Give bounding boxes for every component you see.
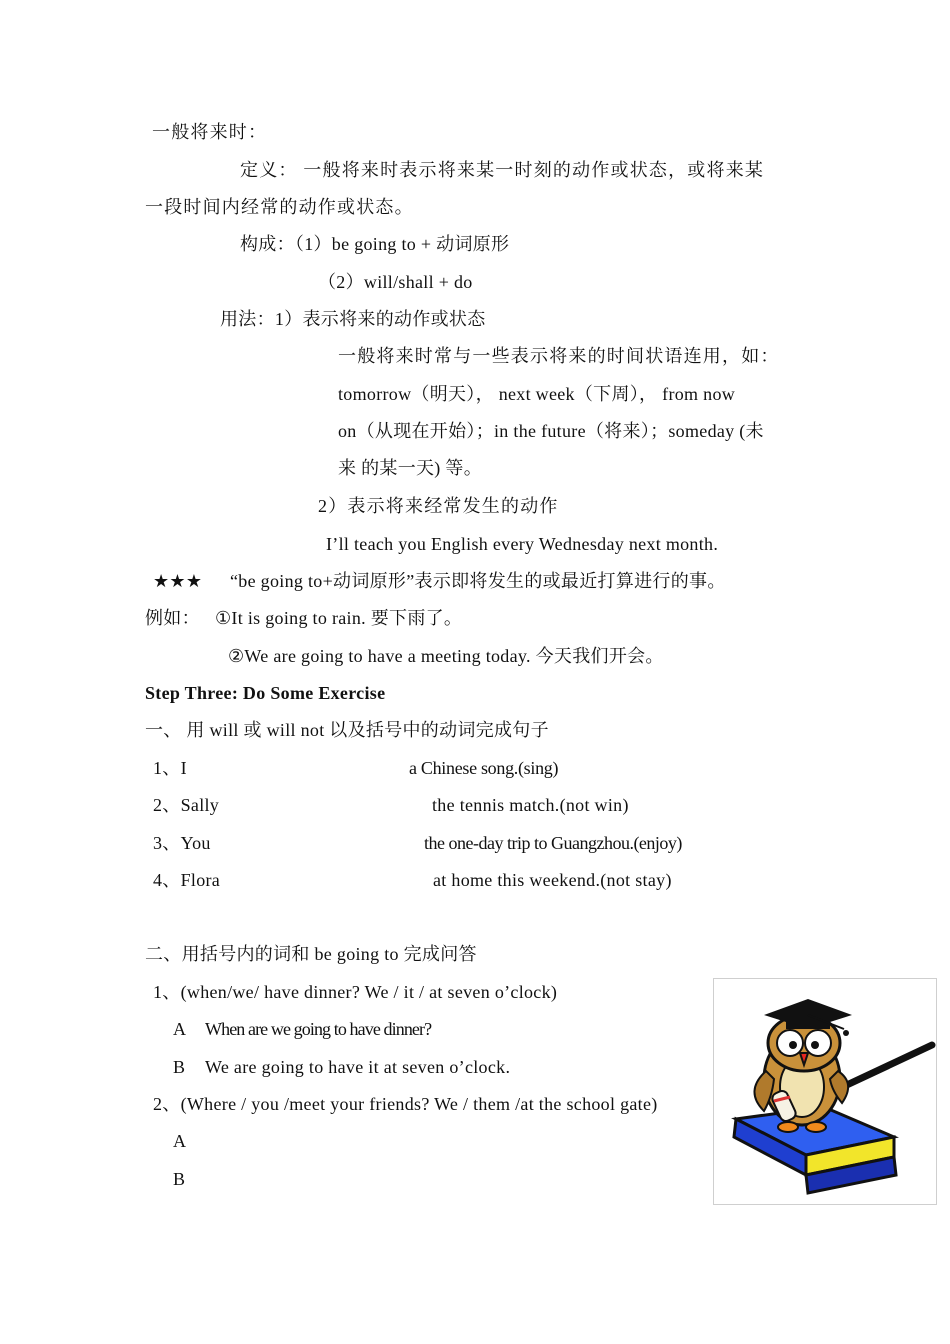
owl-graduate-icon xyxy=(714,979,936,1204)
usage-desc-2: tomorrow（明天）， next week（下周）， from now xyxy=(338,384,736,404)
answer-b-label: B xyxy=(173,1057,186,1077)
definition-line-2: 一段时间内经常的动作或状态。 xyxy=(145,197,414,217)
usage-heading: 用法：1）表示将来的动作或状态 xyxy=(220,309,486,329)
example-label: 例如： xyxy=(145,608,200,628)
usage-item-2: 2）表示将来经常发生的动作 xyxy=(318,496,559,516)
exercise1-item-4-rest: at home this weekend.(not stay) xyxy=(433,870,672,890)
usage-desc-4: 来 的某一天) 等。 xyxy=(338,458,482,478)
usage-desc-3: on（从现在开始）；in the future（将来）；someday (未 xyxy=(338,421,764,441)
exercise2-question-2: 2、(Where / you /meet your friends? We / them /at the school gate) xyxy=(153,1094,658,1114)
answer-a-label: A xyxy=(173,1131,187,1151)
exercise1-item-4-num: 4、Flora xyxy=(153,870,221,890)
answer-a-label: A xyxy=(173,1019,187,1039)
exercise1-heading: 一、 用 will 或 will not 以及括号中的动词完成句子 xyxy=(145,720,549,740)
exercise2-heading: 二、用括号内的词和 be going to 完成问答 xyxy=(145,944,477,964)
exercise1-item-2-num: 2、Sally xyxy=(153,795,220,815)
exercise1-item-3-num: 3、You xyxy=(153,833,211,853)
definition-line-1: 定义： 一般将来时表示将来某一时刻的动作或状态，或将来某 xyxy=(240,160,765,180)
answer-a-text: When are we going to have dinner? xyxy=(205,1019,432,1039)
example-1: ①It is going to rain. 要下雨了。 xyxy=(215,608,463,628)
step-heading: Step Three: Do Some Exercise xyxy=(145,683,386,703)
usage-example: I’ll teach you English every Wednesday next month. xyxy=(326,534,719,554)
answer-b-text: We are going to have it at seven o’clock. xyxy=(205,1057,511,1077)
exercise1-item-1-num: 1、I xyxy=(153,758,187,778)
exercise2-question-1: 1、(when/we/ have dinner? We / it / at seven o’clock) xyxy=(153,982,558,1002)
usage-desc-1: 一般将来时常与一些表示将来的时间状语连用，如： xyxy=(338,346,780,366)
star-icon: ★★★ xyxy=(153,571,203,591)
note-text: “be going to+动词原形”表示即将发生的或最近打算进行的事。 xyxy=(230,571,726,591)
exercise1-item-1-rest: a Chinese song.(sing) xyxy=(409,758,559,778)
answer-b-label: B xyxy=(173,1169,186,1189)
section-title: 一般将来时： xyxy=(152,122,268,142)
exercise1-item-2-rest: the tennis match.(not win) xyxy=(432,795,629,815)
example-2: ②We are going to have a meeting today. 今天我们开会。 xyxy=(228,646,664,666)
owl-teacher-illustration xyxy=(713,978,937,1205)
structure-line-1: 构成：（1）be going to + 动词原形 xyxy=(240,234,510,254)
structure-line-2: （2）will/shall + do xyxy=(318,272,473,292)
exercise1-item-3-rest: the one-day trip to Guangzhou.(enjoy) xyxy=(424,833,682,853)
